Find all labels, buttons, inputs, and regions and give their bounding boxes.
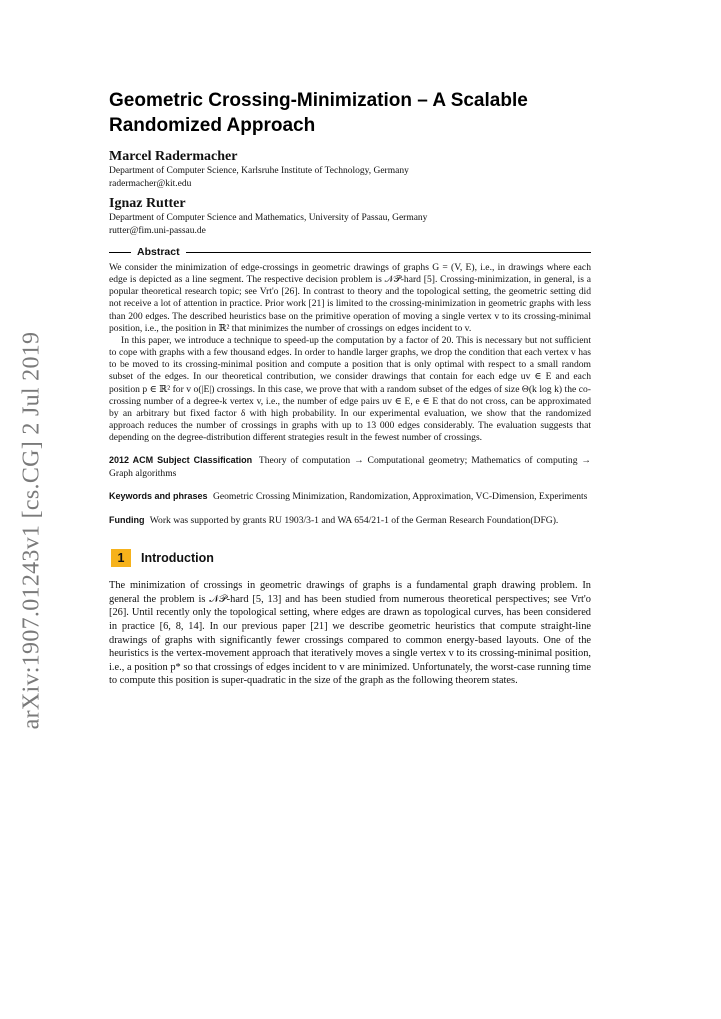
author-affiliation: Department of Computer Science, Karlsruhe Institute of Technology, Germany xyxy=(109,166,409,176)
section-number-badge: 1 xyxy=(111,549,131,567)
keywords xyxy=(109,490,591,504)
keywords-text: Geometric Crossing Minimization, Randomization, Approximation, VC-Dimension, Experiments xyxy=(212,491,588,503)
arxiv-id: arXiv:1907.01243v1 [cs.CG] 2 Jul 2019 xyxy=(18,331,45,729)
author-email[interactable]: rutter@fim.uni-passau.de xyxy=(109,226,206,236)
author-name: Ignaz Rutter xyxy=(109,196,186,211)
funding xyxy=(109,514,591,528)
author-block xyxy=(109,195,591,238)
author-block xyxy=(109,148,591,191)
arxiv-stamp xyxy=(14,330,50,730)
funding-label: Funding xyxy=(109,514,145,525)
acm-label: 2012 ACM Subject Classification xyxy=(109,455,253,466)
section-heading xyxy=(109,549,591,567)
acm-classification xyxy=(109,454,591,480)
abstract-heading xyxy=(109,246,591,258)
funding-text: Work was supported by grants RU 1903/3-1 and WA 654/21-1 of the German Research Foundation(DFG). xyxy=(149,514,559,526)
author-email[interactable]: radermacher@kit.edu xyxy=(109,179,192,189)
abstract-label: Abstract xyxy=(137,246,180,258)
author-affiliation: Department of Computer Science and Mathematics, University of Passau, Germany xyxy=(109,213,428,223)
paper-title: Geometric Crossing-Minimization – A Scalable Randomized Approach xyxy=(109,90,528,136)
keywords-label: Keywords and phrases xyxy=(109,491,208,502)
acm-text: Theory of computation → Computational geometry; Mathematics of computing → Graph algorithms xyxy=(109,455,591,479)
abstract-paragraph: We consider the minimization of edge-crossings in geometric drawings of graphs G = (V, E), i.e., in drawings where each edge is depicted as a line segment. The respective decision problem is 𝒩𝒫-hard [5]. Crossing-minimization, in general, is a popular theoretical research topic; see Vrt'o [26]. In contrast to theory and the topological setting, the geometric setting did not receive a lot of attention in practice. Prior work [21] is limited to the crossing-minimization in geometric graphs with less than 200 edges. The described heuristics base on the primitive operation of moving a single vertex v to its crossing-minimal position, i.e., the position in ℝ² that minimizes the number of crossings on edges incident to v. xyxy=(109,262,591,334)
section-title: Introduction xyxy=(141,551,214,566)
paper-page xyxy=(109,88,591,688)
abstract-paragraph: In this paper, we introduce a technique to speed-up the computation by a factor of 20. This is necessary but not sufficient to cope with graphs with a few thousand edges. In order to handle larger graphs, we drop the condition that each vertex v has to be moved to its crossing-minimal position and compute a position that is only optimal with respect to a small random subset of the edges. In our theoretical contribution, we consider drawings that contain for each edge uv ∈ E and each position p ∈ ℝ² for v o(|E|) crossings. In this case, we prove that with a random subset of the edges of size Θ(k log k) the co-crossing number of a degree-k vertex v, i.e., the number of edge pairs uv ∈ E, e ∈ E that do not cross, can be approximated by an arbitrary but fixed factor δ with high probability. In our experimental evaluation, we show that the randomized approach reduces the number of crossings in graphs with up to 13 000 edges considerably. The evaluation suggests that depending on the degree-distribution different strategies result in the fewest number of crossings. xyxy=(109,334,591,444)
abstract-rule-left xyxy=(109,252,131,253)
abstract-rule-right xyxy=(186,252,591,253)
introduction-paragraph: The minimization of crossings in geometric drawings of graphs is a fundamental graph drawing problem. In general the problem is 𝒩𝒫-hard [5, 13] and has been studied from numerous theoretical perspectives; see Vrt'o [26]. Until recently only the topological setting, where edges are drawn as topological curves, has been considered in practice [6, 8, 14]. In our previous paper [21] we describe geometric heuristics that compute straight-line drawings of graphs with significantly fewer crossings compared to common energy-based layouts. One of the heuristics is the vertex-movement approach that iteratively moves a single vertex v to its crossing-minimal position, i.e., a position p* so that crossings of edges incident to v are minimized. Unfortunately, the worst-case running time to compute this position is super-quadratic in the size of the graph as the following theorem states. xyxy=(109,580,591,687)
author-name: Marcel Radermacher xyxy=(109,149,238,164)
